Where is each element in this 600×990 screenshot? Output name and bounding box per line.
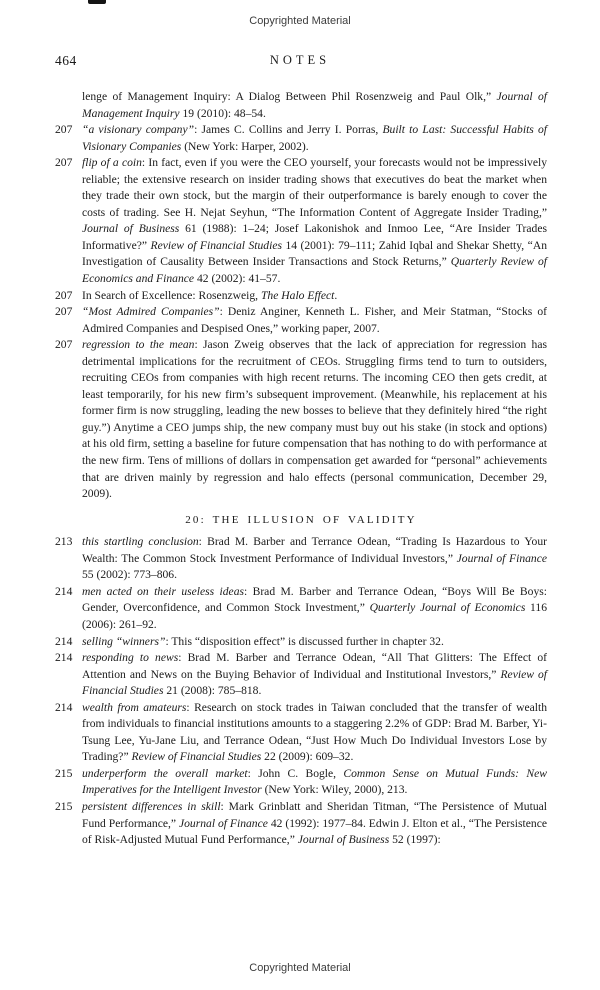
note-text: “a visionary company”: James C. Collins and Jerry I. Porras, Built to Last: Successful Habits of Visionary Companies (New York: Harper, 2002). (82, 123, 548, 153)
note-text: selling “winners”: This “disposition effect” is discussed further in chapter 32. (82, 634, 444, 648)
endnote (55, 155, 547, 287)
running-header (55, 53, 545, 70)
endnote (55, 799, 547, 849)
note-text: In Search of Excellence: Rosenzweig, The Halo Effect. (82, 288, 338, 302)
page-ref: 215 (55, 766, 73, 780)
page-ref: 207 (55, 156, 73, 170)
page-ref: 213 (55, 535, 73, 549)
copyright-notice-top: Copyrighted Material (249, 15, 351, 27)
note-text: wealth from amateurs: Research on stock trades in Taiwan concluded that the transfer of wealth from individuals to financial institutions amounts to a staggering 2.2% of GDP: Brad M. Barber, Yi-Tsung Lee, Yu-Jane Liu, and Terrance Odean, “Just How Much Do Individual Investors Lose by Trading?” Review of Financial Studies 22 (2009): 609–32. (82, 700, 547, 764)
endnote (55, 700, 547, 766)
endnote (55, 584, 547, 634)
page-ref: 207 (55, 288, 73, 302)
endnote (55, 634, 547, 651)
section-heading: 20: THE ILLUSION OF VALIDITY (185, 513, 417, 526)
endnote (55, 288, 547, 305)
note-text: lenge of Management Inquiry: A Dialog Between Phil Rosenzweig and Paul Olk,” Journal of Management Inquiry 19 (2010): 48–54. (82, 90, 547, 120)
endnote (55, 337, 547, 502)
notes-list (55, 89, 547, 849)
note-text: men acted on their useless ideas: Brad M. Barber and Terrance Odean, “Boys Will Be Boys: Gender, Overconfidence, and Common Stock Investment,” Quarterly Journal of Economics 116 (2006): 261–92. (82, 584, 548, 631)
note-text: “Most Admired Companies”: Deniz Anginer, Kenneth L. Fisher, and Meir Statman, “Stocks of Admired Companies and Despised Ones,” working paper, 2007. (82, 305, 547, 335)
note-text: persistent differences in skill: Mark Grinblatt and Sheridan Titman, “The Persistence of Mutual Fund Performance,” Journal of Finance 42 (1992): 1977–84. Edwin J. Elton et al., “The Persistence of Risk-Adjusted Mutual Fund Performance,” Journal of Business 52 (1997): (82, 799, 547, 847)
endnote (55, 304, 547, 337)
running-head-title: NOTES (269, 53, 331, 67)
note-text: regression to the mean: Jason Zweig observes that the lack of appreciation for regression has detrimental implications for the recruitment of CEOs. Struggling firms tend to turn to outsiders, recruiting CEOs from companies with high recent returns. The incoming CEO then gets credit, at least temporarily, for his new firm’s subsequent improvement. (Meanwhile, his replacement at his former firm is now struggling, leading the new bosses to believe that they definitely hired “the right guy.”) Anytime a CEO jumps ship, the new company must buy out his stake (in stock and options) at his old firm, setting a baseline for future compensation that has nothing to do with performance at the new firm. Tens of millions of dollars in compensation get awarded for “personal” achievements that are driven mainly by regression and halo effects (personal communication, December 29, 2009). (82, 338, 547, 501)
note-text: this startling conclusion: Brad M. Barber and Terrance Odean, “Trading Is Hazardous to Your Wealth: The Common Stock Investment Performance of Individual Investors,” Journal of Finance 55 (2002): 773–806. (82, 535, 548, 582)
endnote (55, 534, 547, 584)
scan-artifact (88, 0, 106, 4)
page-number: 464 (55, 53, 77, 68)
page-ref: 207 (55, 123, 73, 137)
page-ref: 207 (55, 305, 73, 319)
note-text: underperform the overall market: John C. Bogle, Common Sense on Mutual Funds: New Imperatives for the Intelligent Investor (New York: Wiley, 2000), 213. (82, 766, 547, 797)
page-ref: 215 (55, 799, 73, 813)
page-ref: 214 (55, 634, 73, 648)
page-ref: 214 (55, 584, 73, 598)
page-ref: 207 (55, 338, 73, 352)
endnote-continuation (55, 89, 547, 122)
copyright-notice-bottom: Copyrighted Material (249, 962, 351, 974)
endnote (55, 650, 547, 700)
endnote (55, 766, 547, 799)
note-text: responding to news: Brad M. Barber and Terrance Odean, “All That Glitters: The Effect of Attention and News on the Buying Behavior of Individual and Institutional Investors,” Review of Financial Studies 21 (2008): 785–818. (82, 651, 548, 698)
page-ref: 214 (55, 651, 73, 665)
page-ref: 214 (55, 700, 73, 714)
note-text: flip of a coin: In fact, even if you were the CEO yourself, your forecasts would not be impressively reliable; the extensive research on insider trading shows that executives do beat the market when they trade their own stock, but the margin of their outperformance is barely enough to cover the costs of trading. See H. Nejat Seyhun, “The Information Content of Aggregate Insider Trading,” Journal of Business 61 (1988): 1–24; Josef Lakonishok and Inmoo Lee, “Are Insider Trades Informative?” Review of Financial Studies 14 (2001): 79–111; Zahid Iqbal and Shekar Shetty, “An Investigation of Causality Between Insider Transactions and Stock Returns,” Quarterly Review of Economics and Finance 42 (2002): 41–57. (82, 156, 547, 286)
endnote (55, 122, 547, 155)
